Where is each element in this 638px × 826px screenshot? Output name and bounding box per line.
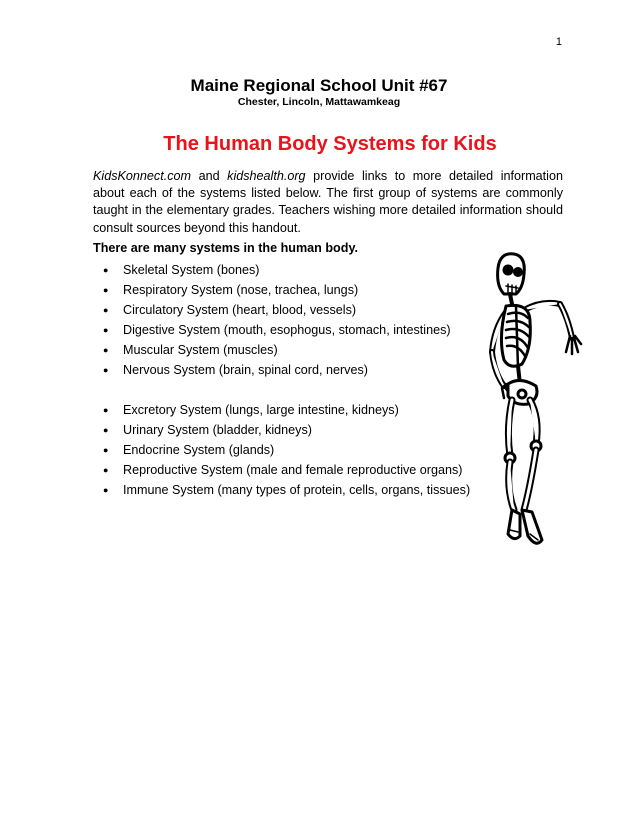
dancing-skeleton-illustration <box>480 248 585 558</box>
document-title: The Human Body Systems for Kids <box>163 133 497 155</box>
list-item: ● Digestive System (mouth, esophogus, stomach, intestines) <box>103 320 451 340</box>
bullet-icon: ● <box>103 365 109 375</box>
intro-paragraph <box>93 168 563 237</box>
bullet-icon: ● <box>103 465 109 475</box>
list-item: ● Skeletal System (bones) <box>103 260 451 280</box>
foot-right <box>522 510 542 543</box>
bullet-icon: ● <box>103 265 109 275</box>
list-item: ● Respiratory System (nose, trachea, lungs) <box>103 280 451 300</box>
list-heading: There are many systems in the human body. <box>93 241 359 255</box>
intro-line-2: about each of the systems listed below. The first group of systems are commonly <box>93 186 563 201</box>
list-item: ● Immune System (many types of protein, cells, organs, tissues) <box>103 480 470 500</box>
systems-list-group-2 <box>103 400 470 500</box>
kidshealth-link-text: kidshealth.org <box>227 169 306 183</box>
list-item: ● Urinary System (bladder, kidneys) <box>103 420 470 440</box>
intro-line-3: taught in the elementary grades. Teachers wishing more detailed information should <box>93 203 563 218</box>
systems-list-group-1 <box>103 260 451 380</box>
list-item: ● Endocrine System (glands) <box>103 440 470 460</box>
list-item: ● Circulatory System (heart, blood, vessels) <box>103 300 451 320</box>
hand <box>566 336 581 354</box>
foot-left <box>508 510 520 539</box>
bullet-icon: ● <box>103 345 109 355</box>
bullet-icon: ● <box>103 305 109 315</box>
bullet-icon: ● <box>103 485 109 495</box>
page-number: 1 <box>555 36 562 48</box>
intro-line-1: KidsKonnect.com and kidshealth.org provide links to more detailed information <box>93 169 563 183</box>
kidskonnect-link-text: KidsKonnect.com <box>93 169 192 183</box>
intro-line-4: consult sources beyond this handout. <box>93 220 301 235</box>
list-item: ● Muscular System (muscles) <box>103 340 451 360</box>
list-item: ● Excretory System (lungs, large intestine, kidneys) <box>103 400 470 420</box>
bullet-icon: ● <box>103 285 109 295</box>
bullet-icon: ● <box>103 325 109 335</box>
school-name: Maine Regional School Unit #67 <box>190 76 448 95</box>
bullet-icon: ● <box>103 425 109 435</box>
list-item: ● Nervous System (brain, spinal cord, nerves) <box>103 360 451 380</box>
list-item: ● Reproductive System (male and female reproductive organs) <box>103 460 470 480</box>
bullet-icon: ● <box>103 405 109 415</box>
school-towns: Chester, Lincoln, Mattawamkeag <box>237 96 401 108</box>
bullet-icon: ● <box>103 445 109 455</box>
